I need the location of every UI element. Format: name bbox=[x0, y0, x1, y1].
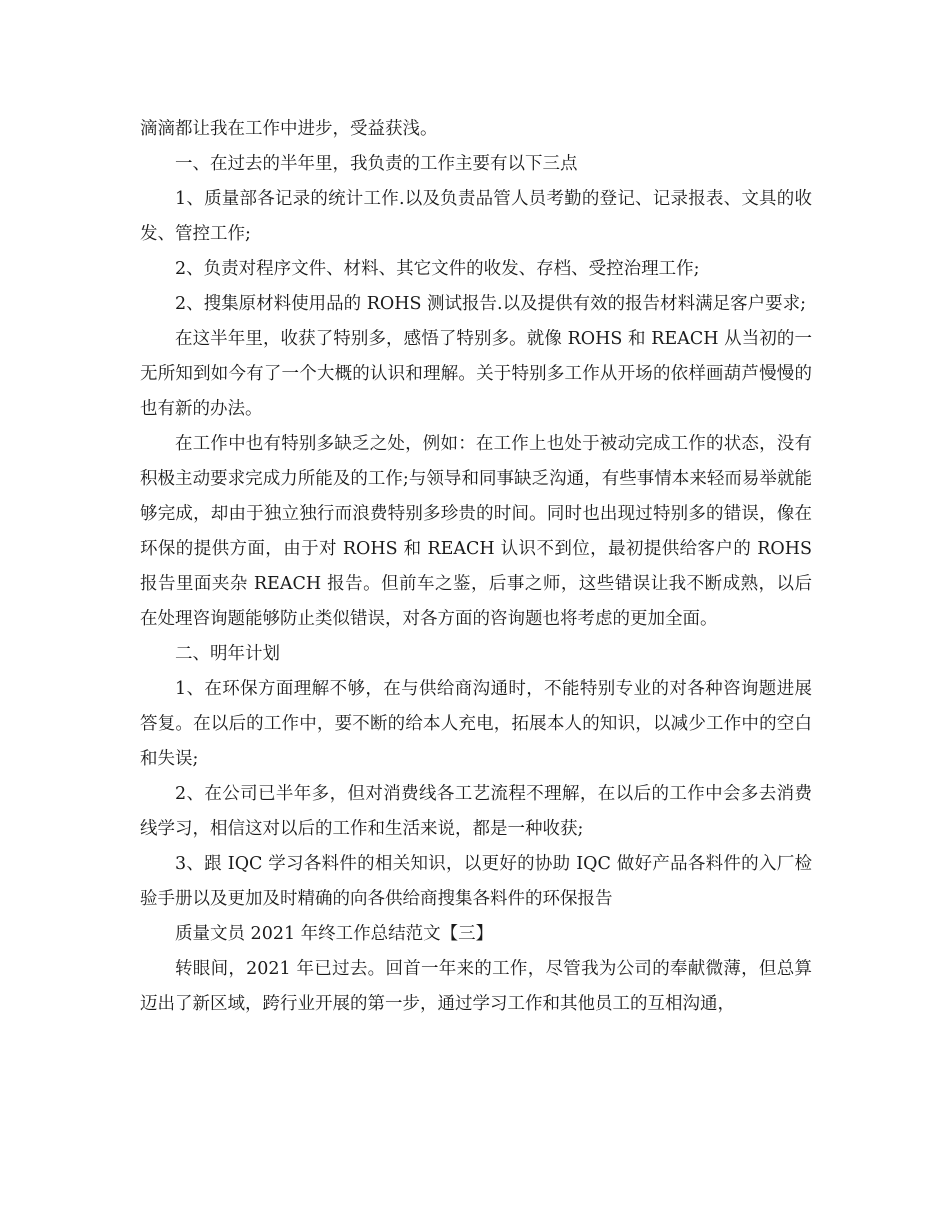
document-body bbox=[140, 112, 812, 1022]
paragraph-shortcomings: 在工作中也有特别多缺乏之处，例如：在工作上也处于被动完成工作的状态，没有积极主动要求完成力所能及的工作;与领导和同事缺乏沟通，有些事情本来轻而易举就能够完成，却由于独立独行而浪费特别多珍贵的时间。同时也出现过特别多的错误，像在环保的提供方面，由于对 ROHS 和 REACH 认识不到位，最初提供给客户的 ROHS 报告里面夹杂 REACH 报告。但前车之鉴，后事之师，这些错误让我不断成熟，以后在处理咨询题能够防止类似错误，对各方面的咨询题也将考虑的更加全面。 bbox=[140, 434, 812, 629]
section-heading-next-year-plan: 二、明年计划 bbox=[175, 644, 280, 664]
list-item-production-line-study: 2、在公司已半年多，但对消费线各工艺流程不理解，在以后的工作中会多去消费线学习，相信这对以后的工作和生活来说，都是一种收获; bbox=[140, 784, 812, 839]
paragraph-continuation: 滴滴都让我在工作中进步，受益获浅。 bbox=[140, 119, 438, 139]
paragraph-gains: 在这半年里，收获了特别多，感悟了特别多。就像 ROHS 和 REACH 从当初的一无所知到如今有了一个大概的认识和理解。关于特别多工作从开场的依样画葫芦慢慢的也有新的办法。 bbox=[140, 329, 812, 419]
list-item-iqc-learning: 3、跟 IQC 学习各料件的相关知识，以更好的协助 IQC 做好产品各料件的入厂检验手册以及更加及时精确的向各供给商搜集各料件的环保报告 bbox=[140, 854, 812, 909]
section-heading-past-half-year: 一、在过去的半年里，我负责的工作主要有以下三点 bbox=[175, 154, 578, 174]
section-title-sample-three: 质量文员 2021 年终工作总结范文【三】 bbox=[175, 924, 494, 944]
paragraph-year-review: 转眼间，2021 年已过去。回首一年来的工作，尽管我为公司的奉献微薄，但总算迈出了新区域，跨行业开展的第一步，通过学习工作和其他员工的互相沟通， bbox=[140, 959, 812, 1014]
list-item-rohs-reports: 2、搜集原材料使用品的 ROHS 测试报告.以及提供有效的报告材料满足客户要求; bbox=[175, 294, 806, 314]
list-item-record-statistics: 1、质量部各记录的统计工作.以及负责品管人员考勤的登记、记录报表、文具的收发、管控工作; bbox=[140, 189, 812, 244]
list-item-environmental-knowledge: 1、在环保方面理解不够，在与供给商沟通时，不能特别专业的对各种咨询题进展答复。在以后的工作中，要不断的给本人充电，拓展本人的知识，以减少工作中的空白和失误; bbox=[140, 679, 812, 769]
list-item-document-control: 2、负责对程序文件、材料、其它文件的收发、存档、受控治理工作; bbox=[175, 259, 700, 279]
